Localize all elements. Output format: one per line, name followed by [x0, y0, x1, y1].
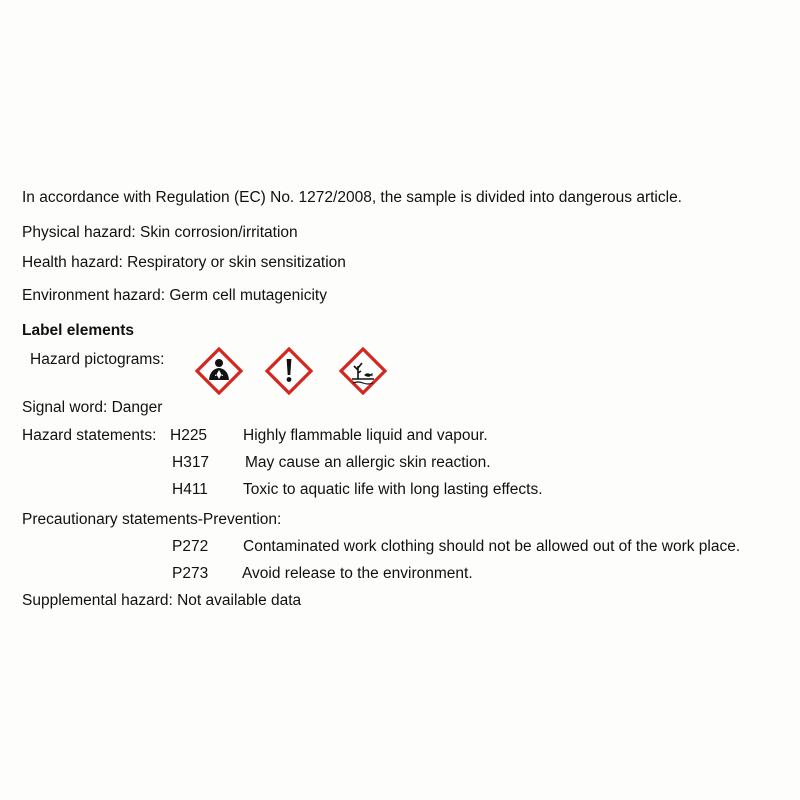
exclamation-mark-icon — [264, 346, 314, 396]
hazard-statements-label: Hazard statements: — [22, 427, 157, 444]
hazard-code: H317 — [172, 454, 210, 471]
signal-word: Signal word: Danger — [22, 399, 163, 416]
precaution-text: Contaminated work clothing should not be allowed out of the work place. — [243, 538, 741, 555]
supplemental-hazard: Supplemental hazard: Not available data — [22, 592, 302, 609]
precaution-code: P273 — [172, 565, 209, 582]
health-hazard: Health hazard: Respiratory or skin sensitization — [22, 254, 346, 271]
hazard-pictograms-label: Hazard pictograms: — [30, 351, 165, 368]
hazard-pictograms — [194, 346, 394, 396]
regulation-intro: In accordance with Regulation (EC) No. 1272/2008, the sample is divided into dangerous article. — [22, 189, 682, 206]
hazard-text: May cause an allergic skin reaction. — [245, 454, 491, 471]
hazard-text: Highly flammable liquid and vapour. — [243, 427, 488, 444]
environment-hazard-icon — [338, 346, 388, 396]
hazard-text: Toxic to aquatic life with long lasting effects. — [243, 481, 543, 498]
precaution-text: Avoid release to the environment. — [242, 565, 473, 582]
environment-hazard: Environment hazard: Germ cell mutagenicity — [22, 287, 327, 304]
precaution-code: P272 — [172, 538, 209, 555]
health-hazard-icon — [194, 346, 244, 396]
physical-hazard: Physical hazard: Skin corrosion/irritation — [22, 224, 298, 241]
hazard-code: H411 — [172, 481, 208, 498]
label-elements-heading: Label elements — [22, 322, 134, 339]
hazard-code: H225 — [170, 427, 208, 444]
precautionary-label: Precautionary statements-Prevention: — [22, 511, 282, 528]
